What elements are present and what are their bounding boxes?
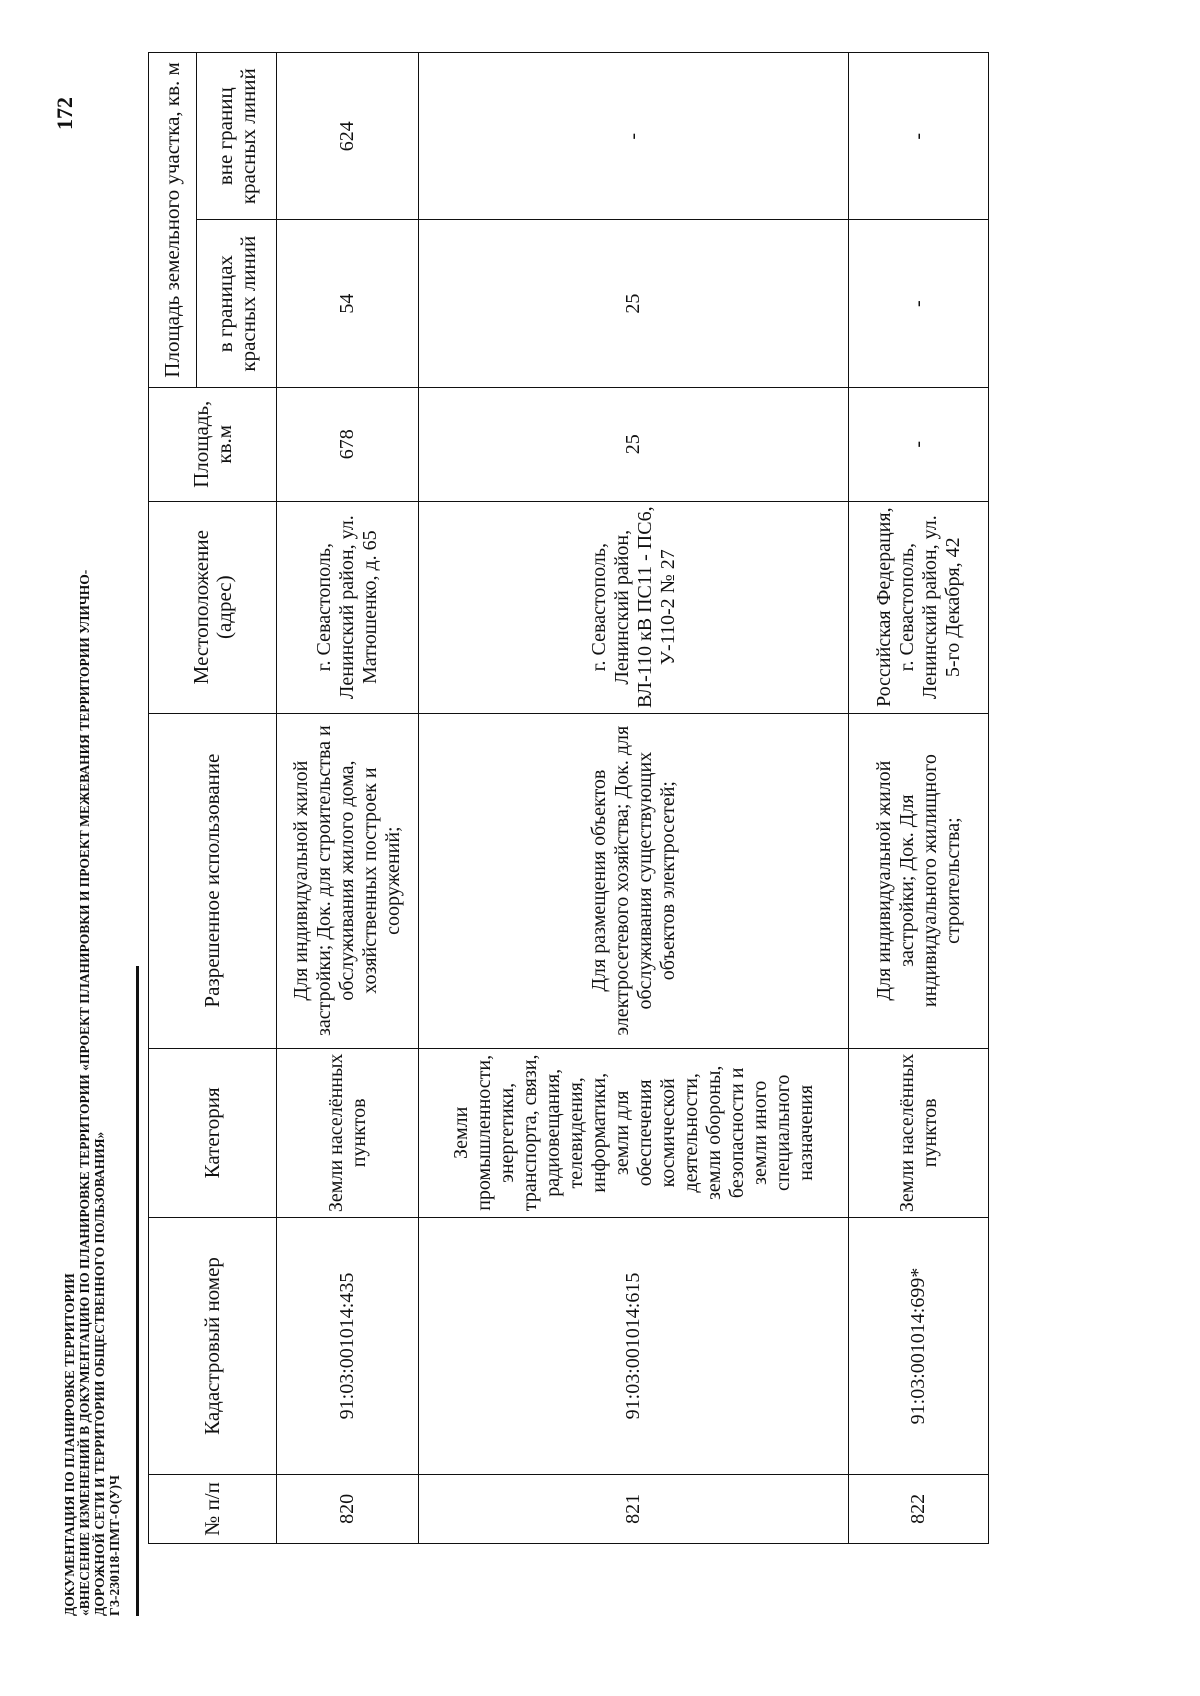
cell-area: 678: [277, 387, 419, 501]
header-line-3: ДОРОЖНОЙ СЕТИ И ТЕРРИТОРИИ ОБЩЕСТВЕННОГО ПОЛЬЗОВАНИЯ»: [92, 1131, 107, 1616]
cell-area: 25: [419, 387, 849, 501]
table-row: [419, 53, 849, 1544]
col-header-permitted-use: Разрешенное использование: [149, 713, 277, 1048]
cell-cadastral: 91:03:001014:699*: [849, 1218, 989, 1475]
col-header-inside-red-lines: в границах красных линий: [197, 220, 277, 387]
cell-category: Земли промышленности, энергетики, транспорта, связи, радиовещания, телевидения, информатики, земли для обеспечения космической деятельности, земли обороны, безопасности и земли иного специального назначения: [419, 1048, 849, 1218]
header-line-2: «ВНЕСЕНИЕ ИЗМЕНЕНИЙ В ДОКУМЕНТАЦИЮ ПО ПЛАНИРОВКЕ ТЕРРИТОРИИ «ПРОЕКТ ПЛАНИРОВКИ И ПРОЕКТ МЕЖЕВАНИЯ ТЕРРИТОРИИ УЛИЧНО-: [77, 569, 92, 1616]
col-header-plot-area-group: Площадь земельного участка, кв. м: [149, 53, 197, 388]
col-header-location: Местоположение (адрес): [149, 501, 277, 713]
col-header-outside-red-lines: вне границ красных линий: [197, 53, 277, 220]
cell-inside-red-lines: -: [849, 220, 989, 387]
land-plot-table: [148, 52, 989, 1544]
cell-cadastral: 91:03:001014:435: [277, 1218, 419, 1475]
col-header-num: № п/п: [149, 1474, 277, 1543]
col-header-cadastral: Кадастровый номер: [149, 1218, 277, 1475]
cell-outside-red-lines: 624: [277, 53, 419, 220]
cell-inside-red-lines: 25: [419, 220, 849, 387]
table-row: [277, 53, 419, 1544]
header-line-1: ДОКУМЕНТАЦИЯ ПО ПЛАНИРОВКЕ ТЕРРИТОРИИ: [62, 1273, 77, 1616]
cell-location: Российская Федерация, г. Севастополь, Ленинский район, ул. 5-го Декабря, 42: [849, 501, 989, 713]
header-line-4: ГЗ-230118-ПМТ-О(У)Ч: [107, 1475, 122, 1616]
cell-location: г. Севастополь, Ленинский район, ул. Матюшенко, д. 65: [277, 501, 419, 713]
cell-category: Земли населённых пунктов: [849, 1048, 989, 1218]
col-header-area: Площадь, кв.м: [149, 387, 277, 501]
cell-permitted-use: Для индивидуальной жилой застройки; Док. Для индивидуального жилищного строительства;: [849, 713, 989, 1048]
page-number: 172: [52, 97, 77, 130]
cell-cadastral: 91:03:001014:615: [419, 1218, 849, 1475]
table-header-row: [149, 53, 197, 1544]
cell-location: г. Севастополь, Ленинский район, ВЛ-110 кВ ПС11 - ПС6, У-110-2 № 27: [419, 501, 849, 713]
table-row: [849, 53, 989, 1544]
cell-category: Земли населённых пунктов: [277, 1048, 419, 1218]
cell-outside-red-lines: -: [849, 53, 989, 220]
cell-num: 821: [419, 1474, 849, 1543]
cell-num: 820: [277, 1474, 419, 1543]
cell-num: 822: [849, 1474, 989, 1543]
cell-permitted-use: Для размещения объектов электросетевого хозяйства; Док. для обслуживания существующих объектов электросетей;: [419, 713, 849, 1048]
cell-permitted-use: Для индивидуальной жилой застройки; Док. для строительства и обслуживания жилого дома, хозяйственных построек и сооружений;: [277, 713, 419, 1048]
cell-area: -: [849, 387, 989, 501]
col-header-category: Категория: [149, 1048, 277, 1218]
header-divider: [136, 966, 139, 1616]
cell-inside-red-lines: 54: [277, 220, 419, 387]
document-header: [62, 116, 122, 1616]
cell-outside-red-lines: -: [419, 53, 849, 220]
